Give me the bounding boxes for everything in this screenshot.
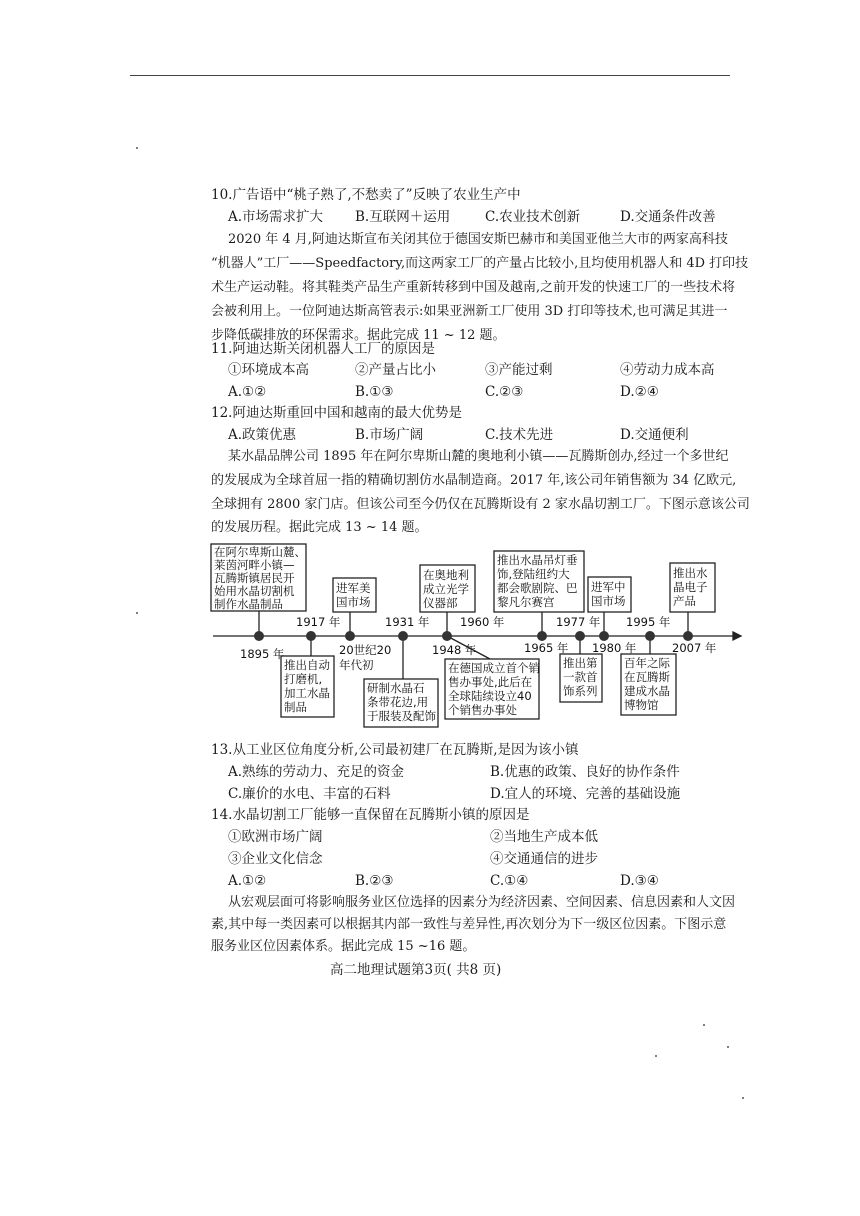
box-1980-top-line: 进军中	[591, 580, 626, 594]
year-label: 1977 年	[556, 615, 601, 629]
box-1917-line: 制品	[284, 700, 307, 714]
q13-stem: 13.从工业区位角度分析,公司最初建厂在瓦腾斯,是因为该小镇	[211, 742, 579, 758]
passage3-line: 从宏观层面可将影响服务业区位选择的因素分为经济因素、空间因素、信息因素和人文因	[228, 895, 736, 910]
box-1895-line: 在阿尔卑斯山麓、	[214, 545, 306, 559]
node-1948	[442, 631, 452, 641]
q10-option-a: A.市场需求扩大	[228, 209, 324, 225]
box-1977-line: 推出第	[563, 656, 598, 670]
node-1977	[575, 631, 585, 641]
box-1965-top-line: 推出水晶吊灯垂	[497, 553, 578, 567]
box-1965-top-line: 都会歌剧院、巴	[497, 581, 578, 595]
node-1995	[645, 631, 655, 641]
q13-option-c: C.廉价的水电、丰富的石料	[228, 786, 391, 802]
node-1895	[254, 631, 264, 641]
q14-item-3: ③企业文化信念	[228, 851, 323, 867]
year-label: 1917 年	[296, 615, 341, 629]
passage2-line: 的发展历程。据此完成 13 ~ 14 题。	[211, 520, 428, 535]
q10-option-b: B.互联网＋运用	[355, 209, 451, 225]
box-2007-line: 推出水	[673, 566, 708, 580]
box-1948-bottom-line: 售办事处,此后在	[448, 675, 533, 689]
box-1931-line: 研制水晶石	[367, 681, 425, 695]
box-1965-top-line: 饰,登陆纽约大	[497, 567, 570, 581]
node-1920s	[345, 631, 355, 641]
passage1-line: 2020 年 4 月,阿迪达斯宣布关闭其位于德国安斯巴赫市和美国亚他兰大市的两家高科技	[228, 232, 728, 247]
q14-item-1: ①欧洲市场广阔	[228, 829, 323, 845]
box-1977-line: 饰系列	[563, 684, 598, 698]
year-label: 1895 年	[240, 647, 285, 661]
passage3-line: 素,其中每一类因素可以根据其内部一致性与差异性,再次划分为下一级区位因素。下图示意	[211, 917, 727, 932]
box-1895-line: 制作水晶制品	[214, 597, 283, 611]
q14-option-d: D.③④	[620, 873, 659, 889]
box-1895-line: 始用水晶切割机	[214, 584, 295, 598]
box-1920s-line: 国市场	[336, 595, 371, 609]
q11-option-c: C.②③	[485, 384, 524, 400]
q11-item-4: ④劳动力成本高	[620, 362, 715, 378]
node-1931	[398, 631, 408, 641]
q11-item-1: ①环境成本高	[228, 362, 309, 378]
q14-item-4: ④交通通信的进步	[490, 851, 598, 867]
year-label: 2007 年	[672, 641, 717, 655]
box-1948-bottom-line: 个销售办事处	[448, 703, 517, 717]
passage2-line: 的发展成为全球首屈一指的精确切割仿水晶制造商。2017 年,该公司年销售额为 34 亿欧元,	[211, 473, 737, 488]
box-2007-line: 产品	[673, 594, 696, 608]
year-label: 1948 年	[432, 643, 477, 657]
year-label: 年代初	[339, 658, 374, 672]
box-1895-line: 瓦腾斯镇居民开	[214, 571, 295, 585]
box-1948-top-line: 仪器部	[423, 596, 458, 610]
box-1980-top-line: 国市场	[591, 594, 626, 608]
passage1-line: 步降低碳排放的环保需求。据此完成 11 ~ 12 题。	[211, 328, 506, 343]
box-1917-line: 加工水晶	[284, 686, 330, 700]
q12-stem: 12.阿迪达斯重回中国和越南的最大优势是	[211, 405, 462, 421]
q11-stem: 11.阿迪达斯关闭机器人工厂的原因是	[211, 341, 435, 357]
box-1995-line: 在瓦腾斯	[624, 670, 670, 684]
q14-option-b: B.②③	[355, 873, 394, 889]
passage1-line: 术生产运动鞋。将其鞋类产品生产重新转移到中国及越南,之前开发的快速工厂的一些技术将	[211, 280, 736, 295]
node-1965	[537, 631, 547, 641]
q10-option-c: C.农业技术创新	[485, 209, 581, 225]
node-1917	[306, 631, 316, 641]
box-1917-line: 推出自动	[284, 658, 330, 672]
q12-option-a: A.政策优惠	[228, 427, 297, 443]
passage2-line: 全球拥有 2800 家门店。但该公司至今仍仅在瓦腾斯设有 2 家水晶切割工厂。下图示意该公司	[211, 497, 750, 512]
year-label: 20世纪20	[339, 643, 392, 657]
q12-option-d: D.交通便利	[620, 427, 689, 443]
q11-option-d: D.②④	[620, 384, 659, 400]
passage3-line: 服务业区位因素体系。据此完成 15 ~16 题。	[211, 939, 476, 954]
timeline-arrow	[733, 632, 741, 640]
q10-option-d: D.交通条件改善	[620, 209, 716, 225]
q14-option-a: A.①②	[228, 873, 267, 889]
box-1977-line: 一款首	[563, 670, 598, 684]
box-1948-bottom-line: 在德国成立首个销	[448, 661, 540, 675]
year-label: 1931 年	[385, 615, 430, 629]
box-1931-line: 条带花边,用	[367, 695, 429, 709]
box-1895-line: 莱茵河畔小镇—	[214, 558, 295, 572]
year-label: 1960 年	[460, 615, 505, 629]
year-label: 1995 年	[626, 615, 671, 629]
box-1995-line: 建成水晶	[624, 684, 670, 698]
q10-stem: 10.广告语中“桃子熟了,不愁卖了”反映了农业生产中	[211, 187, 521, 203]
q13-option-a: A.熟练的劳动力、充足的资金	[228, 764, 405, 780]
node-1980	[599, 631, 609, 641]
box-1920s-line: 进军美	[336, 581, 371, 595]
passage2-line: 某水晶品牌公司 1895 年在阿尔卑斯山麓的奥地利小镇——瓦腾斯创办,经过一个多世纪	[228, 449, 729, 464]
year-label: 1980 年	[592, 641, 637, 655]
q11-option-a: A.①②	[228, 384, 267, 400]
q13-option-b: B.优惠的政策、良好的协作条件	[490, 764, 680, 780]
box-1995-line: 博物馆	[624, 698, 659, 712]
passage1-line: 会被利用上。一位阿迪达斯高管表示:如果亚洲新工厂使用 3D 打印等技术,也可满足其进一	[211, 304, 728, 319]
box-1948-top-line: 在奥地利	[423, 568, 469, 582]
q13-option-d: D.宜人的环境、完善的基础设施	[490, 786, 681, 802]
box-1917-line: 打磨机,	[284, 672, 323, 686]
q11-item-3: ③产能过剩	[485, 362, 553, 378]
q11-item-2: ②产量占比小	[355, 362, 436, 378]
q14-item-2: ②当地生产成本低	[490, 829, 598, 845]
box-1948-bottom-line: 全球陆续设立40	[448, 689, 532, 703]
q14-stem: 14.水晶切割工厂能够一直保留在瓦腾斯小镇的原因是	[211, 807, 530, 823]
node-2007	[683, 631, 693, 641]
box-1965-top-line: 黎凡尔赛宫	[497, 595, 555, 609]
box-1931-line: 于服装及配饰	[367, 709, 436, 723]
page-footer: 高二地理试题第3页( 共8 页)	[330, 962, 502, 978]
box-1995-line: 百年之际	[624, 656, 670, 670]
box-1948-top-line: 成立光学	[423, 582, 469, 596]
year-label: 1965 年	[524, 641, 569, 655]
box-2007-line: 晶电子	[673, 580, 708, 594]
q14-option-c: C.①④	[490, 873, 529, 889]
q12-option-c: C.技术先进	[485, 427, 554, 443]
q12-option-b: B.市场广阔	[355, 427, 424, 443]
passage1-line: “机器人”工厂——Speedfactory,而这两家工厂的产量占比较小,且均使用机器人和 4D 打印技	[211, 256, 749, 271]
q11-option-b: B.①③	[355, 384, 394, 400]
